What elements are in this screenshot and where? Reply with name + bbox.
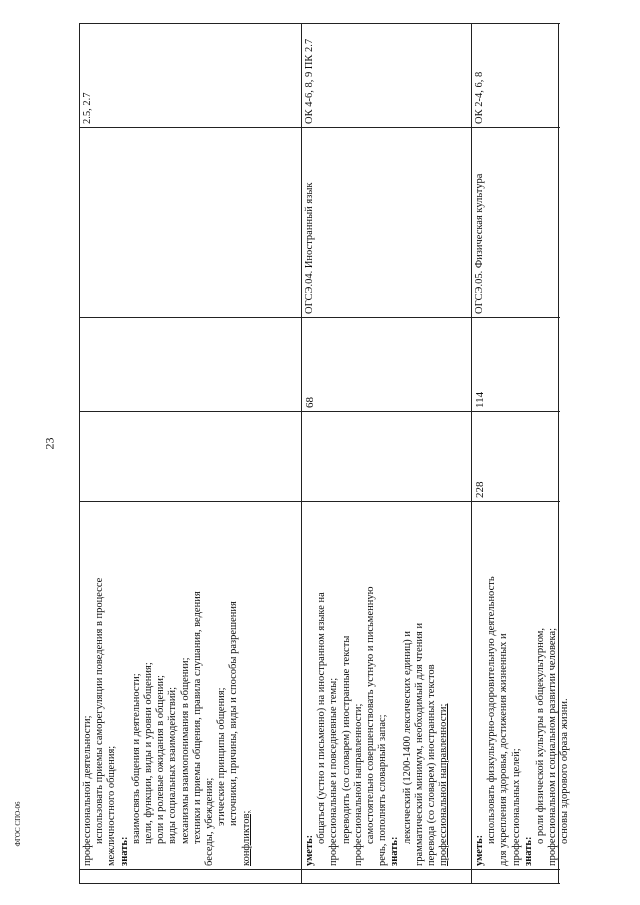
requirements-cell: [80, 502, 302, 870]
index-cell: [80, 870, 302, 884]
max-load-cell: [80, 412, 302, 502]
requirement-line: основы здорового образа жизни.: [559, 698, 571, 844]
requirement-line: профессиональной направленности;: [352, 703, 364, 866]
mandatory-hours-cell: 68: [302, 318, 472, 412]
requirement-line: переводить (со словарем) иностранные тексты: [340, 635, 352, 844]
requirement-line: профессиональных целей;: [510, 748, 522, 866]
requirement-line: знать:: [389, 836, 401, 866]
index-cell: [472, 870, 560, 884]
requirement-line: роли и ролевые ожидания в общении;: [155, 675, 167, 844]
table-row: [79, 23, 302, 884]
requirement-line: для укрепления здоровья, достижения жизненных и: [498, 633, 510, 866]
competences-cell: ОК 2-4, 6, 8: [472, 23, 560, 128]
requirement-line: профессиональной направленности;: [438, 703, 450, 866]
discipline-cell: [80, 128, 302, 318]
requirement-line: перевода (со словарем) иностранных текстов: [426, 664, 438, 866]
requirement-line: этические принципы общения;: [216, 687, 228, 826]
discipline-cell: ОГСЭ.04. Иностранный язык: [302, 128, 472, 318]
table-row: [471, 23, 571, 884]
requirement-line: уметь:: [474, 834, 485, 866]
requirement-line: знать:: [118, 836, 130, 866]
max-load-cell: 228: [472, 412, 560, 502]
competences-cell: 2.5, 2.7: [80, 23, 302, 128]
mandatory-hours-cell: 114: [472, 318, 560, 412]
requirement-line: грамматический минимум, необходимый для чтения и: [413, 622, 425, 866]
requirement-line: использовать приемы саморегуляции поведения в процессе: [94, 577, 106, 844]
requirements-cell: [302, 502, 472, 870]
requirement-line: межличностного общения;: [106, 745, 118, 866]
requirement-line: беседы, убеждения;: [204, 777, 216, 866]
requirement-line: профессиональные и повседневные темы;: [328, 677, 340, 866]
requirement-line: общаться (устно и письменно) на иностранном языке на: [316, 592, 328, 844]
requirements-cell: [472, 502, 571, 870]
requirement-line: профессиональной деятельности;: [82, 715, 93, 866]
requirement-line: речь, пополнять словарный запас;: [377, 714, 389, 866]
competences-cell: ОК 4-6, 8, 9 ПК 2.7: [302, 23, 472, 128]
requirement-line: механизмы взаимопонимания в общении;: [179, 657, 191, 844]
max-load-cell: [302, 412, 472, 502]
index-cell: [302, 870, 472, 884]
requirement-line: техники и приемы общения, правила слушания, ведения: [191, 591, 203, 844]
requirement-line: виды социальных взаимодействий;: [167, 686, 179, 844]
requirement-line: использовать физкультурно-оздоровительную деятельность: [486, 576, 498, 844]
requirement-line: конфликтов;: [240, 810, 252, 866]
footer-code: ФГОС СПО-06: [14, 801, 22, 847]
requirement-line: самостоятельно совершенствовать устную и письменную: [365, 586, 377, 844]
requirement-line: взаимосвязь общения и деятельности;: [130, 673, 142, 844]
requirement-line: уметь:: [304, 834, 315, 866]
discipline-cell: ОГСЭ.05. Физическая культура: [472, 128, 560, 318]
table-row: [301, 23, 472, 884]
requirement-line: знать:: [522, 836, 534, 866]
curriculum-table: [79, 23, 571, 884]
mandatory-hours-cell: [80, 318, 302, 412]
requirement-line: цели, функции, виды и уровни общения;: [143, 662, 155, 844]
requirement-line: о роли физической культуры в общекультурном,: [535, 627, 547, 844]
requirement-line: профессиональном и социальном развитии человека;: [547, 627, 559, 866]
page-number: 23: [42, 437, 57, 450]
requirement-line: источники, причины, виды и способы разрешения: [228, 601, 240, 826]
requirement-line: лексический (1200-1400 лексических единиц) и: [401, 630, 413, 844]
